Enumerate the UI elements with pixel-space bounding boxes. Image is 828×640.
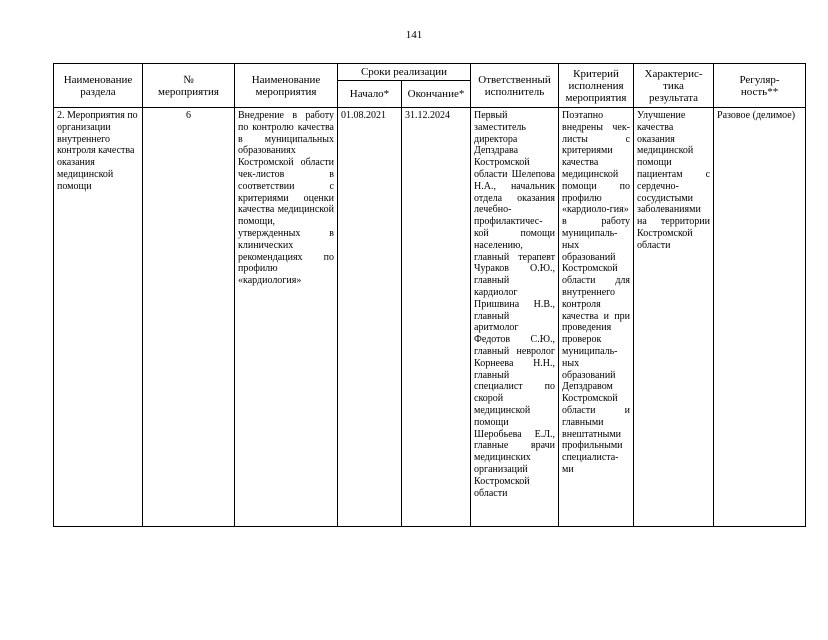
header-number: № мероприятия — [143, 64, 235, 108]
cell-number: 6 — [143, 108, 235, 527]
cell-end: 31.12.2024 — [402, 108, 471, 527]
header-end: Окончание* — [402, 81, 471, 108]
header-activity: Наименование мероприятия — [235, 64, 338, 108]
header-timing: Сроки реализации — [338, 64, 471, 81]
cell-criterion: Поэтапно внедрены чек-листы с критериями качества медицинской помощи по профилю «кардиоло-гия» в работу муниципаль-ных образований Костромской области для внутреннего контроля качества и при проведения проверок муниципаль-ных образований Депздравом Костромской области и главными внештатными профильными специалиста-ми — [559, 108, 634, 527]
cell-result: Улучшение качества оказания медицинской помощи пациентам с сердечно-сосудистыми заболеваниями на территории Костромской области — [634, 108, 714, 527]
activities-table — [53, 63, 806, 527]
table-row — [54, 108, 806, 527]
header-regularity: Регуляр- ность** — [714, 64, 806, 108]
page-number: 141 — [405, 29, 423, 41]
cell-section: 2. Мероприятия по организации внутреннего контроля качества оказания медицинской помощи — [54, 108, 143, 527]
cell-start: 01.08.2021 — [338, 108, 402, 527]
header-start: Начало* — [338, 81, 402, 108]
cell-regularity: Разовое (делимое) — [714, 108, 806, 527]
cell-activity: Внедрение в работу по контролю качества в муниципальных образованиях Костромской области чек-листов в соответствии с критериями оценки качества медицинской помощи, утвержденных в клинических рекомендациях по профилю «кардиология» — [235, 108, 338, 527]
header-section: Наименование раздела — [54, 64, 143, 108]
header-result: Характерис- тика результата — [634, 64, 714, 108]
header-criterion: Критерий исполнения мероприятия — [559, 64, 634, 108]
cell-executor: Первый заместитель директора Депздрава Костромской области Шелепова Н.А., начальник отдела оказания лечебно-профилактичес-кой помощи населению, главный терапевт Чураков О.Ю., главный кардиолог Пришвина Н.В., главный аритмолог Федотов С.Ю., главный невролог Корнеева Н.Н., главный специалист по скорой медицинской помощи Шеробьева Е.Л., главные врачи медицинских организаций Костромской области — [471, 108, 559, 527]
header-executor: Ответственный исполнитель — [471, 64, 559, 108]
